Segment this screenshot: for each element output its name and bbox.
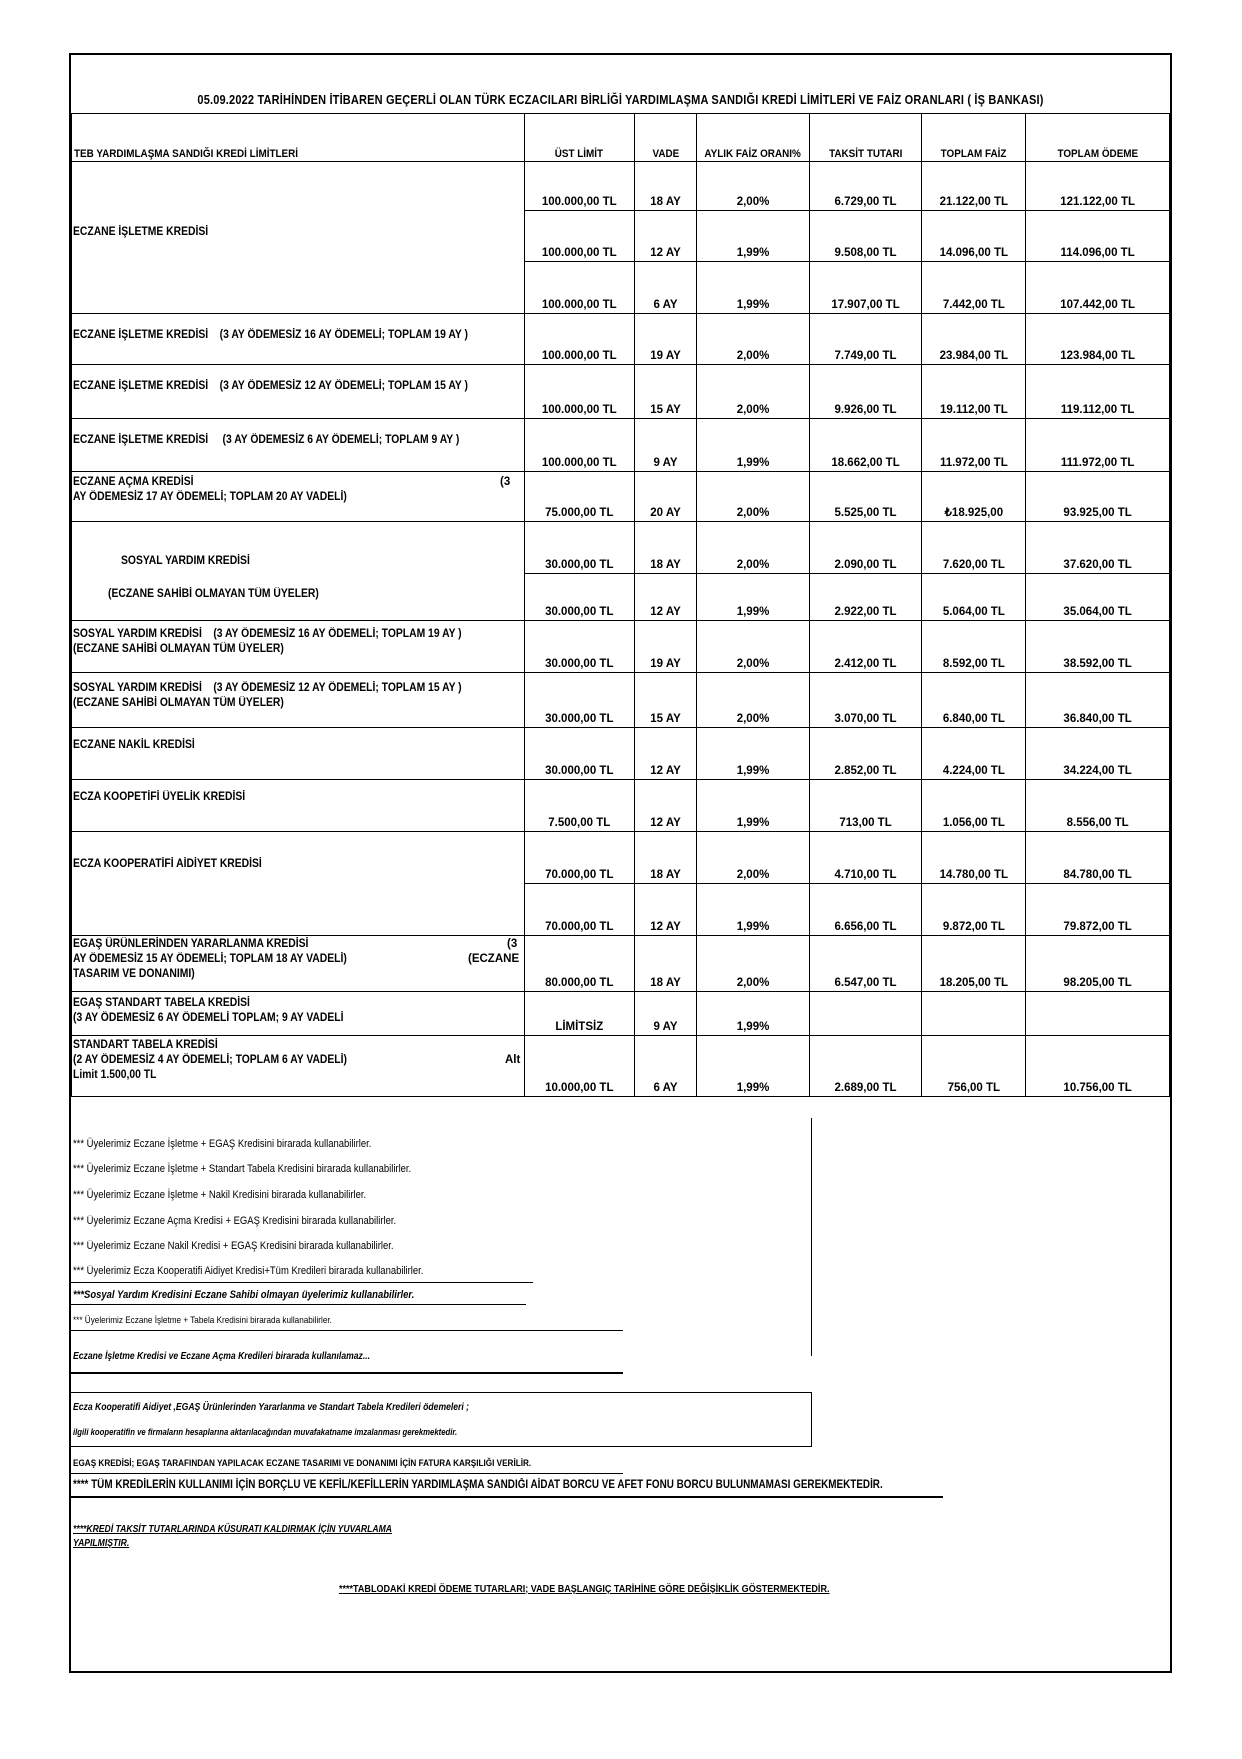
label-sosyal-19: SOSYAL YARDIM KREDİSİ (3 AY ÖDEMESİZ 16 AY ÖDEMELİ; TOPLAM 19 AY ) (ECZANE SAHİBİ OLMAYAN TÜM ÜYELER)	[72, 621, 525, 673]
cell: 2,00%	[697, 936, 809, 992]
cell: 18 AY	[634, 832, 697, 884]
rule	[71, 1304, 526, 1305]
cell: 10.756,00 TL	[1026, 1036, 1170, 1097]
cell	[922, 992, 1026, 1036]
label-isletme-9: ECZANE İŞLETME KREDİSİ (3 AY ÖDEMESİZ 6 AY ÖDEMELİ; TOPLAM 9 AY )	[72, 419, 525, 472]
cell: 7.749,00 TL	[809, 314, 922, 365]
cell: 6.840,00 TL	[922, 673, 1026, 728]
koop-note: ilgili kooperatifin ve firmaların hesaplarına aktarılacağından muvafakatname imzalanması gerekmektedir.	[73, 1427, 458, 1437]
table-row	[72, 728, 1170, 780]
cell: 75.000,00 TL	[524, 472, 634, 522]
cell: 6 AY	[634, 262, 697, 314]
cell: ₺18.925,00	[922, 472, 1026, 522]
cell: 2.689,00 TL	[809, 1036, 922, 1097]
koop-note: Ecza Kooperatifi Aidiyet ,EGAŞ Ürünlerinden Yararlanma ve Standart Tabela Kredileri ödemeleri ;	[73, 1402, 470, 1413]
rule	[71, 1282, 533, 1283]
table-header-row	[72, 114, 1170, 162]
label-koop-uyelik: ECZA KOOPETİFİ ÜYELİK KREDİSİ	[72, 780, 525, 832]
egas-note: EGAŞ KREDİSİ; EGAŞ TARAFINDAN YAPILACAK ECZANE TASARIMI VE DONANIMI İÇİN FATURA KARŞILIĞI VERİLİR.	[73, 1458, 532, 1469]
cell: 123.984,00 TL	[1026, 314, 1170, 365]
header-ust-limit: ÜST LİMİT	[524, 114, 634, 162]
cell: 70.000,00 TL	[524, 832, 634, 884]
cell: 18 AY	[634, 936, 697, 992]
table-row	[72, 162, 1170, 211]
cell: 18 AY	[634, 162, 697, 211]
cell: 70.000,00 TL	[524, 884, 634, 936]
yuvarlama-note: YAPILMIŞTIR.	[73, 1538, 130, 1549]
label-tabela: STANDART TABELA KREDİSİ (2 AY ÖDEMESİZ 4 AY ÖDEMELİ; TOPLAM 6 AY VADELİ) Alt Limit 1.500,00 TL	[72, 1036, 525, 1097]
document-frame	[69, 53, 1172, 1673]
label-eczane-isletme: ECZANE İŞLETME KREDİSİ	[72, 162, 525, 314]
table-row	[72, 1036, 1170, 1097]
note-line: *** Üyelerimiz Eczane İşletme + EGAŞ Kredisini birarada kullanabilirler.	[73, 1138, 372, 1150]
cell: 7.442,00 TL	[922, 262, 1026, 314]
header-title: TEB YARDIMLAŞMA SANDIĞI KREDİ LİMİTLERİ	[72, 114, 525, 162]
note-line: *** Üyelerimiz Eczane Açma Kredisi + EGAŞ Kredisini birarada kullanabilirler.	[73, 1215, 397, 1227]
birarada-note: Eczane İşletme Kredisi ve Eczane Açma Kredileri birarada kullanılamaz...	[73, 1351, 370, 1362]
cell: 1,99%	[697, 992, 809, 1036]
table-row	[72, 419, 1170, 472]
cell: 100.000,00 TL	[524, 314, 634, 365]
note-line: *** Üyelerimiz Eczane İşletme + Standart Tabela Kredisini birarada kullanabilirler.	[73, 1163, 412, 1175]
vade-note: ****TABLODAKİ KREDİ ÖDEME TUTARLARI; VADE BAŞLANGIÇ TARİHİNE GÖRE DEĞİŞİKLİK GÖSTERMEKTEDİR.	[339, 1583, 830, 1595]
cell: 7.500,00 TL	[524, 780, 634, 832]
cell: 4.710,00 TL	[809, 832, 922, 884]
cell: 6.729,00 TL	[809, 162, 922, 211]
cell: 8.592,00 TL	[922, 621, 1026, 673]
cell: 8.556,00 TL	[1026, 780, 1170, 832]
header-taksit: TAKSİT TUTARI	[809, 114, 922, 162]
table-row	[72, 992, 1170, 1036]
cell: 9.872,00 TL	[922, 884, 1026, 936]
borc-note: **** TÜM KREDİLERİN KULLANIMI İÇİN BORÇLU VE KEFİL/KEFİLLERİN YARDIMLAŞMA SANDIĞI AİDAT BORCU VE AFET FONU BORCU BULUNMAMASI GEREKMEKTEDİR.	[73, 1479, 883, 1491]
cell: 2,00%	[697, 162, 809, 211]
header-vade: VADE	[634, 114, 697, 162]
cell: 12 AY	[634, 884, 697, 936]
label-sosyal: SOSYAL YARDIM KREDİSİ (ECZANE SAHİBİ OLMAYAN TÜM ÜYELER)	[72, 522, 525, 621]
rule	[71, 1496, 943, 1498]
header-faiz-orani: AYLIK FAİZ ORANI%	[697, 114, 809, 162]
cell: 12 AY	[634, 211, 697, 262]
cell: 9.926,00 TL	[809, 365, 922, 419]
cell: 9 AY	[634, 992, 697, 1036]
label-nakil: ECZANE NAKİL KREDİSİ	[72, 728, 525, 780]
cell: 5.525,00 TL	[809, 472, 922, 522]
cell: 1,99%	[697, 574, 809, 621]
cell: 9.508,00 TL	[809, 211, 922, 262]
note-line: *** Üyelerimiz Eczane Nakil Kredisi + EGAŞ Kredisini birarada kullanabilirler.	[73, 1240, 394, 1252]
cell: 6 AY	[634, 1036, 697, 1097]
cell: 100.000,00 TL	[524, 162, 634, 211]
cell: 34.224,00 TL	[1026, 728, 1170, 780]
cell: 100.000,00 TL	[524, 419, 634, 472]
table-row	[72, 522, 1170, 574]
cell: 19 AY	[634, 314, 697, 365]
koop-note-box	[71, 1392, 812, 1447]
header-toplam-faiz: TOPLAM FAİZ	[922, 114, 1026, 162]
cell: 2,00%	[697, 832, 809, 884]
cell: 37.620,00 TL	[1026, 522, 1170, 574]
cell: 5.064,00 TL	[922, 574, 1026, 621]
cell: 30.000,00 TL	[524, 574, 634, 621]
cell: 3.070,00 TL	[809, 673, 922, 728]
credit-limits-table	[71, 113, 1170, 1097]
cell: 1,99%	[697, 884, 809, 936]
cell: 2.090,00 TL	[809, 522, 922, 574]
cell: 2.922,00 TL	[809, 574, 922, 621]
cell: 100.000,00 TL	[524, 211, 634, 262]
table-row	[72, 780, 1170, 832]
yuvarlama-note: ****KREDİ TAKSİT TUTARLARINDA KÜSURATI KALDIRMAK İÇİN YUVARLAMA	[73, 1524, 392, 1535]
document-title: 05.09.2022 TARİHİNDEN İTİBAREN GEÇERLİ OLAN TÜRK ECZACILARI BİRLİĞİ YARDIMLAŞMA SANDIĞI KREDİ LİMİTLERİ VE FAİZ ORANLARI ( İŞ BANKASI)	[197, 93, 1044, 107]
cell: 18 AY	[634, 522, 697, 574]
cell: 9 AY	[634, 419, 697, 472]
cell: LİMİTSİZ	[524, 992, 634, 1036]
cell: 713,00 TL	[809, 780, 922, 832]
cell: 11.972,00 TL	[922, 419, 1026, 472]
table-row	[72, 472, 1170, 522]
cell: 114.096,00 TL	[1026, 211, 1170, 262]
cell: 93.925,00 TL	[1026, 472, 1170, 522]
cell: 98.205,00 TL	[1026, 936, 1170, 992]
header-toplam-odeme: TOPLAM ÖDEME	[1026, 114, 1170, 162]
cell: 21.122,00 TL	[922, 162, 1026, 211]
cell: 1,99%	[697, 1036, 809, 1097]
label-tabela-egas: EGAŞ STANDART TABELA KREDİSİ (3 AY ÖDEMESİZ 6 AY ÖDEMELİ TOPLAM; 9 AY VADELİ	[72, 992, 525, 1036]
cell: 12 AY	[634, 728, 697, 780]
cell: 19.112,00 TL	[922, 365, 1026, 419]
cell: 36.840,00 TL	[1026, 673, 1170, 728]
cell: 100.000,00 TL	[524, 365, 634, 419]
cell: 2.852,00 TL	[809, 728, 922, 780]
table-row	[72, 314, 1170, 365]
cell: 23.984,00 TL	[922, 314, 1026, 365]
cell: 84.780,00 TL	[1026, 832, 1170, 884]
cell: 18.662,00 TL	[809, 419, 922, 472]
cell: 17.907,00 TL	[809, 262, 922, 314]
cell: 12 AY	[634, 574, 697, 621]
cell: 1,99%	[697, 262, 809, 314]
rule	[71, 1330, 623, 1331]
cell: 6.547,00 TL	[809, 936, 922, 992]
cell: 15 AY	[634, 365, 697, 419]
cell: 111.972,00 TL	[1026, 419, 1170, 472]
cell: 30.000,00 TL	[524, 673, 634, 728]
cell: 2,00%	[697, 522, 809, 574]
cell: 14.096,00 TL	[922, 211, 1026, 262]
sosyal-note: ***Sosyal Yardım Kredisini Eczane Sahibi olmayan üyelerimiz kullanabilirler.	[73, 1289, 415, 1301]
cell: 2,00%	[697, 621, 809, 673]
cell: 12 AY	[634, 780, 697, 832]
cell: 79.872,00 TL	[1026, 884, 1170, 936]
cell: 4.224,00 TL	[922, 728, 1026, 780]
cell: 107.442,00 TL	[1026, 262, 1170, 314]
cell: 2,00%	[697, 673, 809, 728]
label-egas: EGAŞ ÜRÜNLERİNDEN YARARLANMA KREDİSİ (3 AY ÖDEMESİZ 15 AY ÖDEMELİ; TOPLAM 18 AY VADELİ) (ECZANE TASARIM VE DONANIMI)	[72, 936, 525, 992]
cell: 1,99%	[697, 728, 809, 780]
label-isletme-19: ECZANE İŞLETME KREDİSİ (3 AY ÖDEMESİZ 16 AY ÖDEMELİ; TOPLAM 19 AY )	[72, 314, 525, 365]
cell	[1026, 992, 1170, 1036]
table-row	[72, 365, 1170, 419]
label-koop-aidiyet: ECZA KOOPERATİFİ AİDİYET KREDİSİ	[72, 832, 525, 936]
cell: 35.064,00 TL	[1026, 574, 1170, 621]
label-isletme-15: ECZANE İŞLETME KREDİSİ (3 AY ÖDEMESİZ 12 AY ÖDEMELİ; TOPLAM 15 AY )	[72, 365, 525, 419]
label-sosyal-15: SOSYAL YARDIM KREDİSİ (3 AY ÖDEMESİZ 12 AY ÖDEMELİ; TOPLAM 15 AY ) (ECZANE SAHİBİ OLMAYAN TÜM ÜYELER)	[72, 673, 525, 728]
cell: 20 AY	[634, 472, 697, 522]
tabela-note: *** Üyelerimiz Eczane İşletme + Tabela Kredisini birarada kullanabilirler.	[73, 1315, 332, 1326]
note-line: *** Üyelerimiz Ecza Kooperatifi Aidiyet Kredisi+Tüm Kredileri birarada kullanabilirler.	[73, 1265, 424, 1277]
cell: 1,99%	[697, 211, 809, 262]
cell: 38.592,00 TL	[1026, 621, 1170, 673]
cell: 119.112,00 TL	[1026, 365, 1170, 419]
table-row	[72, 832, 1170, 884]
cell: 30.000,00 TL	[524, 522, 634, 574]
cell: 100.000,00 TL	[524, 262, 634, 314]
rule	[71, 1372, 623, 1374]
cell: 10.000,00 TL	[524, 1036, 634, 1097]
table-row	[72, 936, 1170, 992]
label-acma: ECZANE AÇMA KREDİSİ (3 AY ÖDEMESİZ 17 AY ÖDEMELİ; TOPLAM 20 AY VADELİ)	[72, 472, 525, 522]
cell: 80.000,00 TL	[524, 936, 634, 992]
cell: 2,00%	[697, 365, 809, 419]
cell: 18.205,00 TL	[922, 936, 1026, 992]
cell: 121.122,00 TL	[1026, 162, 1170, 211]
cell: 19 AY	[634, 621, 697, 673]
cell: 30.000,00 TL	[524, 621, 634, 673]
table-row	[72, 621, 1170, 673]
cell: 2,00%	[697, 314, 809, 365]
cell: 2,00%	[697, 472, 809, 522]
cell: 756,00 TL	[922, 1036, 1026, 1097]
cell: 30.000,00 TL	[524, 728, 634, 780]
table-row	[72, 673, 1170, 728]
cell: 14.780,00 TL	[922, 832, 1026, 884]
cell: 1.056,00 TL	[922, 780, 1026, 832]
note-line: *** Üyelerimiz Eczane İşletme + Nakil Kredisini birarada kullanabilirler.	[73, 1189, 367, 1201]
cell: 7.620,00 TL	[922, 522, 1026, 574]
cell: 1,99%	[697, 419, 809, 472]
cell: 15 AY	[634, 673, 697, 728]
cell: 1,99%	[697, 780, 809, 832]
cell	[809, 992, 922, 1036]
rule	[71, 1473, 623, 1474]
cell: 6.656,00 TL	[809, 884, 922, 936]
cell: 2.412,00 TL	[809, 621, 922, 673]
